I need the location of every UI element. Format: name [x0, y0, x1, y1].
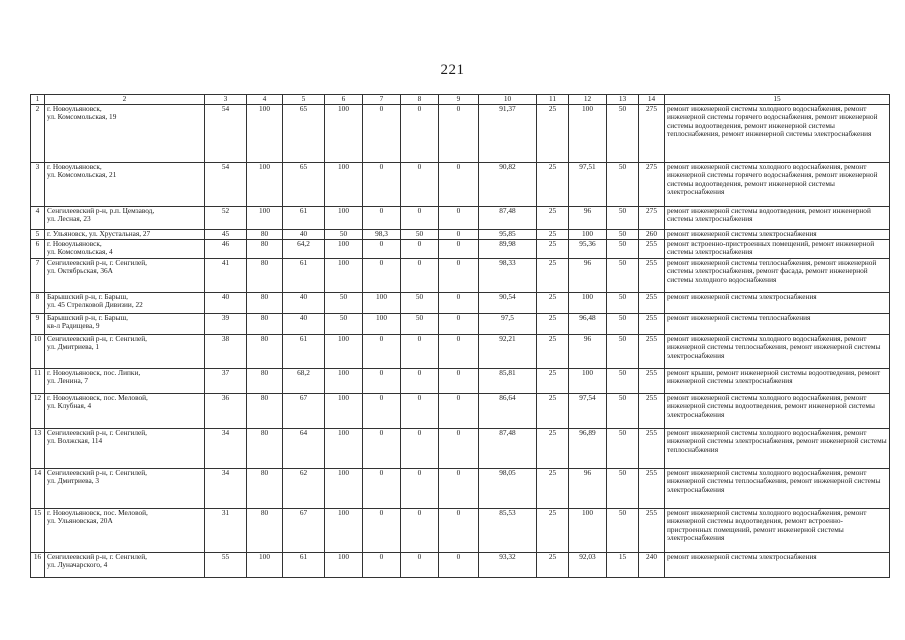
col-8-cell: 50 [401, 293, 439, 314]
col-3-cell: 54 [205, 163, 247, 207]
col-3-cell: 41 [205, 259, 247, 293]
col-4-cell: 80 [247, 469, 283, 509]
address-cell: Сенгилеевский р-н, г. Сенгилей, ул. Дмитриева, 1 [45, 335, 205, 369]
col-12-cell: 96,48 [569, 314, 607, 335]
header-cell: 12 [569, 95, 607, 105]
col-10-cell: 98,05 [479, 469, 537, 509]
col-3-cell: 52 [205, 207, 247, 230]
col-13-cell: 50 [607, 314, 639, 335]
col-11-cell: 25 [537, 105, 569, 163]
col-4-cell: 100 [247, 553, 283, 578]
address-cell: г. Новоульяновск, пос. Липки, ул. Ленина, 7 [45, 369, 205, 394]
col-8-cell: 0 [401, 240, 439, 259]
data-table [30, 94, 890, 578]
header-cell: 9 [439, 95, 479, 105]
col-10-cell: 92,21 [479, 335, 537, 369]
col-12-cell: 100 [569, 369, 607, 394]
address-cell: Барышский р-н, г. Барыш, ул. 45 Стрелковой Дивизии, 22 [45, 293, 205, 314]
header-cell: 3 [205, 95, 247, 105]
col-9-cell: 0 [439, 553, 479, 578]
work-types-cell: ремонт инженерной системы холодного водоснабжения, ремонт инженерной системы водоотведения, ремонт инженерной системы электроснабжения [665, 394, 890, 429]
header-cell: 10 [479, 95, 537, 105]
work-types-cell: ремонт инженерной системы холодного водоснабжения, ремонт инженерной системы теплоснабжения, ремонт инженерной системы электроснабжения [665, 335, 890, 369]
col-11-cell: 25 [537, 553, 569, 578]
col-8-cell: 0 [401, 509, 439, 553]
col-7-cell: 98,3 [363, 230, 401, 240]
work-types-cell: ремонт инженерной системы теплоснабжения [665, 314, 890, 335]
col-14-cell: 255 [639, 335, 665, 369]
col-4-cell: 80 [247, 230, 283, 240]
table-row [31, 509, 890, 553]
col-12-cell: 96 [569, 207, 607, 230]
col-5-cell: 40 [283, 293, 325, 314]
col-10-cell: 91,37 [479, 105, 537, 163]
col-8-cell: 0 [401, 429, 439, 469]
work-types-cell: ремонт инженерной системы электроснабжения [665, 293, 890, 314]
col-7-cell: 0 [363, 163, 401, 207]
col-6-cell: 100 [325, 335, 363, 369]
row-number-cell: 12 [31, 394, 45, 429]
col-13-cell: 50 [607, 335, 639, 369]
work-types-cell: ремонт инженерной системы холодного водоснабжения, ремонт инженерной системы электроснабжения, ремонт инженерной системы теплоснабжения [665, 429, 890, 469]
col-7-cell: 100 [363, 293, 401, 314]
col-4-cell: 80 [247, 240, 283, 259]
col-11-cell: 25 [537, 163, 569, 207]
col-4-cell: 100 [247, 207, 283, 230]
col-8-cell: 50 [401, 314, 439, 335]
col-12-cell: 100 [569, 509, 607, 553]
col-14-cell: 240 [639, 553, 665, 578]
work-types-cell: ремонт крыши, ремонт инженерной системы водоотведения, ремонт инженерной системы электроснабжения [665, 369, 890, 394]
col-3-cell: 39 [205, 314, 247, 335]
col-14-cell: 255 [639, 469, 665, 509]
row-number-cell: 8 [31, 293, 45, 314]
col-7-cell: 0 [363, 469, 401, 509]
col-11-cell: 25 [537, 230, 569, 240]
col-7-cell: 0 [363, 105, 401, 163]
col-6-cell: 100 [325, 394, 363, 429]
work-types-cell: ремонт инженерной системы холодного водоснабжения, ремонт инженерной системы горячего водоснабжения, ремонт инженерной системы водоотведения, ремонт инженерной системы электроснабжения [665, 163, 890, 207]
col-12-cell: 96,89 [569, 429, 607, 469]
col-6-cell: 50 [325, 314, 363, 335]
col-6-cell: 100 [325, 259, 363, 293]
col-6-cell: 100 [325, 369, 363, 394]
col-3-cell: 38 [205, 335, 247, 369]
col-6-cell: 50 [325, 293, 363, 314]
col-10-cell: 90,82 [479, 163, 537, 207]
address-cell: Сенгилеевский р-н, г. Сенгилей, ул. Октябрьская, 36А [45, 259, 205, 293]
row-number-cell: 15 [31, 509, 45, 553]
col-13-cell: 50 [607, 105, 639, 163]
work-types-cell: ремонт инженерной системы холодного водоснабжения, ремонт инженерной системы теплоснабжения, ремонт инженерной системы электроснабжения [665, 469, 890, 509]
table-row [31, 469, 890, 509]
header-cell: 2 [45, 95, 205, 105]
row-number-cell: 5 [31, 230, 45, 240]
col-5-cell: 40 [283, 230, 325, 240]
table-row [31, 553, 890, 578]
col-5-cell: 61 [283, 259, 325, 293]
col-9-cell: 0 [439, 240, 479, 259]
col-14-cell: 275 [639, 105, 665, 163]
col-10-cell: 98,33 [479, 259, 537, 293]
address-cell: г. Ульяновск, ул. Хрустальная, 27 [45, 230, 205, 240]
col-4-cell: 100 [247, 163, 283, 207]
col-8-cell: 0 [401, 163, 439, 207]
address-cell: г. Новоульяновск, пос. Меловой, ул. Клубная, 4 [45, 394, 205, 429]
col-11-cell: 25 [537, 314, 569, 335]
col-7-cell: 0 [363, 394, 401, 429]
col-10-cell: 95,85 [479, 230, 537, 240]
table-row [31, 314, 890, 335]
col-10-cell: 97,5 [479, 314, 537, 335]
work-types-cell: ремонт встроенно-пристроенных помещений, ремонт инженерной системы электроснабжения [665, 240, 890, 259]
col-9-cell: 0 [439, 509, 479, 553]
col-3-cell: 36 [205, 394, 247, 429]
col-10-cell: 93,32 [479, 553, 537, 578]
col-13-cell: 50 [607, 429, 639, 469]
header-cell: 6 [325, 95, 363, 105]
col-4-cell: 80 [247, 394, 283, 429]
row-number-cell: 9 [31, 314, 45, 335]
col-4-cell: 80 [247, 314, 283, 335]
table-row [31, 293, 890, 314]
address-cell: г. Новоульяновск, ул. Комсомольская, 19 [45, 105, 205, 163]
col-6-cell: 50 [325, 230, 363, 240]
col-11-cell: 25 [537, 509, 569, 553]
col-13-cell: 50 [607, 240, 639, 259]
row-number-cell: 14 [31, 469, 45, 509]
row-number-cell: 2 [31, 105, 45, 163]
col-13-cell: 50 [607, 469, 639, 509]
row-number-cell: 16 [31, 553, 45, 578]
col-14-cell: 255 [639, 509, 665, 553]
address-cell: Сенгилеевский р-н, г. Сенгилей, ул. Луначарского, 4 [45, 553, 205, 578]
col-7-cell: 0 [363, 259, 401, 293]
address-cell: Барышский р-н, г. Барыш, кв-л Радищева, 9 [45, 314, 205, 335]
header-cell: 5 [283, 95, 325, 105]
col-5-cell: 67 [283, 394, 325, 429]
col-6-cell: 100 [325, 163, 363, 207]
col-9-cell: 0 [439, 207, 479, 230]
col-12-cell: 96 [569, 259, 607, 293]
header-cell: 8 [401, 95, 439, 105]
table-row [31, 394, 890, 429]
table-row [31, 335, 890, 369]
col-7-cell: 0 [363, 240, 401, 259]
col-9-cell: 0 [439, 105, 479, 163]
header-cell: 13 [607, 95, 639, 105]
col-11-cell: 25 [537, 259, 569, 293]
col-3-cell: 45 [205, 230, 247, 240]
header-cell: 14 [639, 95, 665, 105]
row-number-cell: 3 [31, 163, 45, 207]
col-8-cell: 0 [401, 207, 439, 230]
col-10-cell: 87,48 [479, 429, 537, 469]
col-9-cell: 0 [439, 314, 479, 335]
header-cell: 7 [363, 95, 401, 105]
col-9-cell: 0 [439, 394, 479, 429]
row-number-cell: 7 [31, 259, 45, 293]
col-4-cell: 80 [247, 369, 283, 394]
col-11-cell: 25 [537, 335, 569, 369]
col-7-cell: 0 [363, 553, 401, 578]
col-3-cell: 37 [205, 369, 247, 394]
col-14-cell: 255 [639, 429, 665, 469]
col-14-cell: 275 [639, 207, 665, 230]
col-9-cell: 0 [439, 469, 479, 509]
work-types-cell: ремонт инженерной системы холодного водоснабжения, ремонт инженерной системы водоотведения, ремонт встроенно-пристроенных помещений, ремонт инженерной системы электроснабжения [665, 509, 890, 553]
col-9-cell: 0 [439, 429, 479, 469]
col-14-cell: 260 [639, 230, 665, 240]
col-4-cell: 100 [247, 105, 283, 163]
col-9-cell: 0 [439, 230, 479, 240]
work-types-cell: ремонт инженерной системы электроснабжения [665, 553, 890, 578]
table-row [31, 207, 890, 230]
col-9-cell: 0 [439, 335, 479, 369]
col-10-cell: 85,53 [479, 509, 537, 553]
col-8-cell: 0 [401, 105, 439, 163]
col-5-cell: 62 [283, 469, 325, 509]
col-6-cell: 100 [325, 240, 363, 259]
col-11-cell: 25 [537, 429, 569, 469]
col-13-cell: 50 [607, 163, 639, 207]
col-3-cell: 46 [205, 240, 247, 259]
col-7-cell: 0 [363, 207, 401, 230]
col-4-cell: 80 [247, 335, 283, 369]
col-12-cell: 96 [569, 335, 607, 369]
col-12-cell: 97,54 [569, 394, 607, 429]
col-11-cell: 25 [537, 240, 569, 259]
table-row [31, 429, 890, 469]
col-4-cell: 80 [247, 509, 283, 553]
col-9-cell: 0 [439, 259, 479, 293]
col-10-cell: 85,81 [479, 369, 537, 394]
address-cell: г. Новоульяновск, ул. Комсомольская, 4 [45, 240, 205, 259]
col-14-cell: 255 [639, 293, 665, 314]
col-12-cell: 92,03 [569, 553, 607, 578]
row-number-cell: 10 [31, 335, 45, 369]
col-5-cell: 67 [283, 509, 325, 553]
col-3-cell: 54 [205, 105, 247, 163]
col-14-cell: 255 [639, 240, 665, 259]
col-6-cell: 100 [325, 469, 363, 509]
col-7-cell: 0 [363, 509, 401, 553]
col-5-cell: 61 [283, 335, 325, 369]
col-3-cell: 34 [205, 469, 247, 509]
work-types-cell: ремонт инженерной системы электроснабжения [665, 230, 890, 240]
col-3-cell: 31 [205, 509, 247, 553]
col-11-cell: 25 [537, 293, 569, 314]
col-9-cell: 0 [439, 293, 479, 314]
col-13-cell: 50 [607, 293, 639, 314]
col-7-cell: 0 [363, 429, 401, 469]
col-13-cell: 50 [607, 259, 639, 293]
col-12-cell: 100 [569, 230, 607, 240]
col-7-cell: 100 [363, 314, 401, 335]
col-13-cell: 15 [607, 553, 639, 578]
header-row [31, 95, 890, 105]
col-5-cell: 65 [283, 163, 325, 207]
table-row [31, 105, 890, 163]
work-types-cell: ремонт инженерной системы холодного водоснабжения, ремонт инженерной системы горячего водоснабжения, ремонт инженерной системы водоотведения, ремонт инженерной системы теплоснабжения, ремонт инженерной системы электроснабжения [665, 105, 890, 163]
col-12-cell: 95,36 [569, 240, 607, 259]
col-8-cell: 0 [401, 469, 439, 509]
col-14-cell: 275 [639, 163, 665, 207]
header-cell: 1 [31, 95, 45, 105]
col-6-cell: 100 [325, 509, 363, 553]
col-5-cell: 61 [283, 553, 325, 578]
col-6-cell: 100 [325, 207, 363, 230]
col-4-cell: 80 [247, 429, 283, 469]
table-row [31, 163, 890, 207]
col-4-cell: 80 [247, 293, 283, 314]
col-8-cell: 0 [401, 394, 439, 429]
col-5-cell: 64 [283, 429, 325, 469]
col-8-cell: 0 [401, 335, 439, 369]
address-cell: Сенгилеевский р-н, г. Сенгилей, ул. Дмитриева, 3 [45, 469, 205, 509]
work-types-cell: ремонт инженерной системы теплоснабжения, ремонт инженерной системы электроснабжения, ремонт фасада, ремонт инженерной системы холодного водоснабжения [665, 259, 890, 293]
row-number-cell: 4 [31, 207, 45, 230]
col-14-cell: 255 [639, 314, 665, 335]
row-number-cell: 6 [31, 240, 45, 259]
col-3-cell: 40 [205, 293, 247, 314]
col-9-cell: 0 [439, 163, 479, 207]
table-row [31, 230, 890, 240]
col-14-cell: 255 [639, 394, 665, 429]
row-number-cell: 11 [31, 369, 45, 394]
col-6-cell: 100 [325, 553, 363, 578]
col-12-cell: 96 [569, 469, 607, 509]
col-9-cell: 0 [439, 369, 479, 394]
col-11-cell: 25 [537, 207, 569, 230]
col-11-cell: 25 [537, 369, 569, 394]
col-10-cell: 89,98 [479, 240, 537, 259]
col-6-cell: 100 [325, 429, 363, 469]
col-5-cell: 68,2 [283, 369, 325, 394]
col-13-cell: 50 [607, 207, 639, 230]
col-4-cell: 80 [247, 259, 283, 293]
header-cell: 15 [665, 95, 890, 105]
col-3-cell: 34 [205, 429, 247, 469]
header-cell: 11 [537, 95, 569, 105]
table-row [31, 369, 890, 394]
address-cell: г. Новоульяновск, ул. Комсомольская, 21 [45, 163, 205, 207]
col-8-cell: 0 [401, 369, 439, 394]
col-14-cell: 255 [639, 369, 665, 394]
col-7-cell: 0 [363, 369, 401, 394]
col-5-cell: 40 [283, 314, 325, 335]
col-10-cell: 87,48 [479, 207, 537, 230]
address-cell: г. Новоульяновск, пос. Меловой, ул. Ульяновская, 20А [45, 509, 205, 553]
col-12-cell: 100 [569, 293, 607, 314]
col-13-cell: 50 [607, 369, 639, 394]
col-13-cell: 50 [607, 230, 639, 240]
page-number: 221 [440, 62, 465, 78]
col-5-cell: 64,2 [283, 240, 325, 259]
col-13-cell: 50 [607, 394, 639, 429]
header-cell: 4 [247, 95, 283, 105]
col-11-cell: 25 [537, 469, 569, 509]
col-3-cell: 55 [205, 553, 247, 578]
col-11-cell: 25 [537, 394, 569, 429]
table-row [31, 259, 890, 293]
col-8-cell: 0 [401, 553, 439, 578]
work-types-cell: ремонт инженерной системы водоотведения, ремонт инженерной системы электроснабжения [665, 207, 890, 230]
col-14-cell: 255 [639, 259, 665, 293]
col-8-cell: 50 [401, 230, 439, 240]
col-10-cell: 86,64 [479, 394, 537, 429]
col-13-cell: 50 [607, 509, 639, 553]
col-5-cell: 61 [283, 207, 325, 230]
address-cell: Сенгилеевский р-н, г. Сенгилей, ул. Волжская, 114 [45, 429, 205, 469]
col-8-cell: 0 [401, 259, 439, 293]
col-6-cell: 100 [325, 105, 363, 163]
address-cell: Сенгилеевский р-н, р.п. Цемзавод, ул. Лесная, 23 [45, 207, 205, 230]
col-12-cell: 100 [569, 105, 607, 163]
col-5-cell: 65 [283, 105, 325, 163]
col-12-cell: 97,51 [569, 163, 607, 207]
col-10-cell: 90,54 [479, 293, 537, 314]
row-number-cell: 13 [31, 429, 45, 469]
table-row [31, 240, 890, 259]
col-7-cell: 0 [363, 335, 401, 369]
